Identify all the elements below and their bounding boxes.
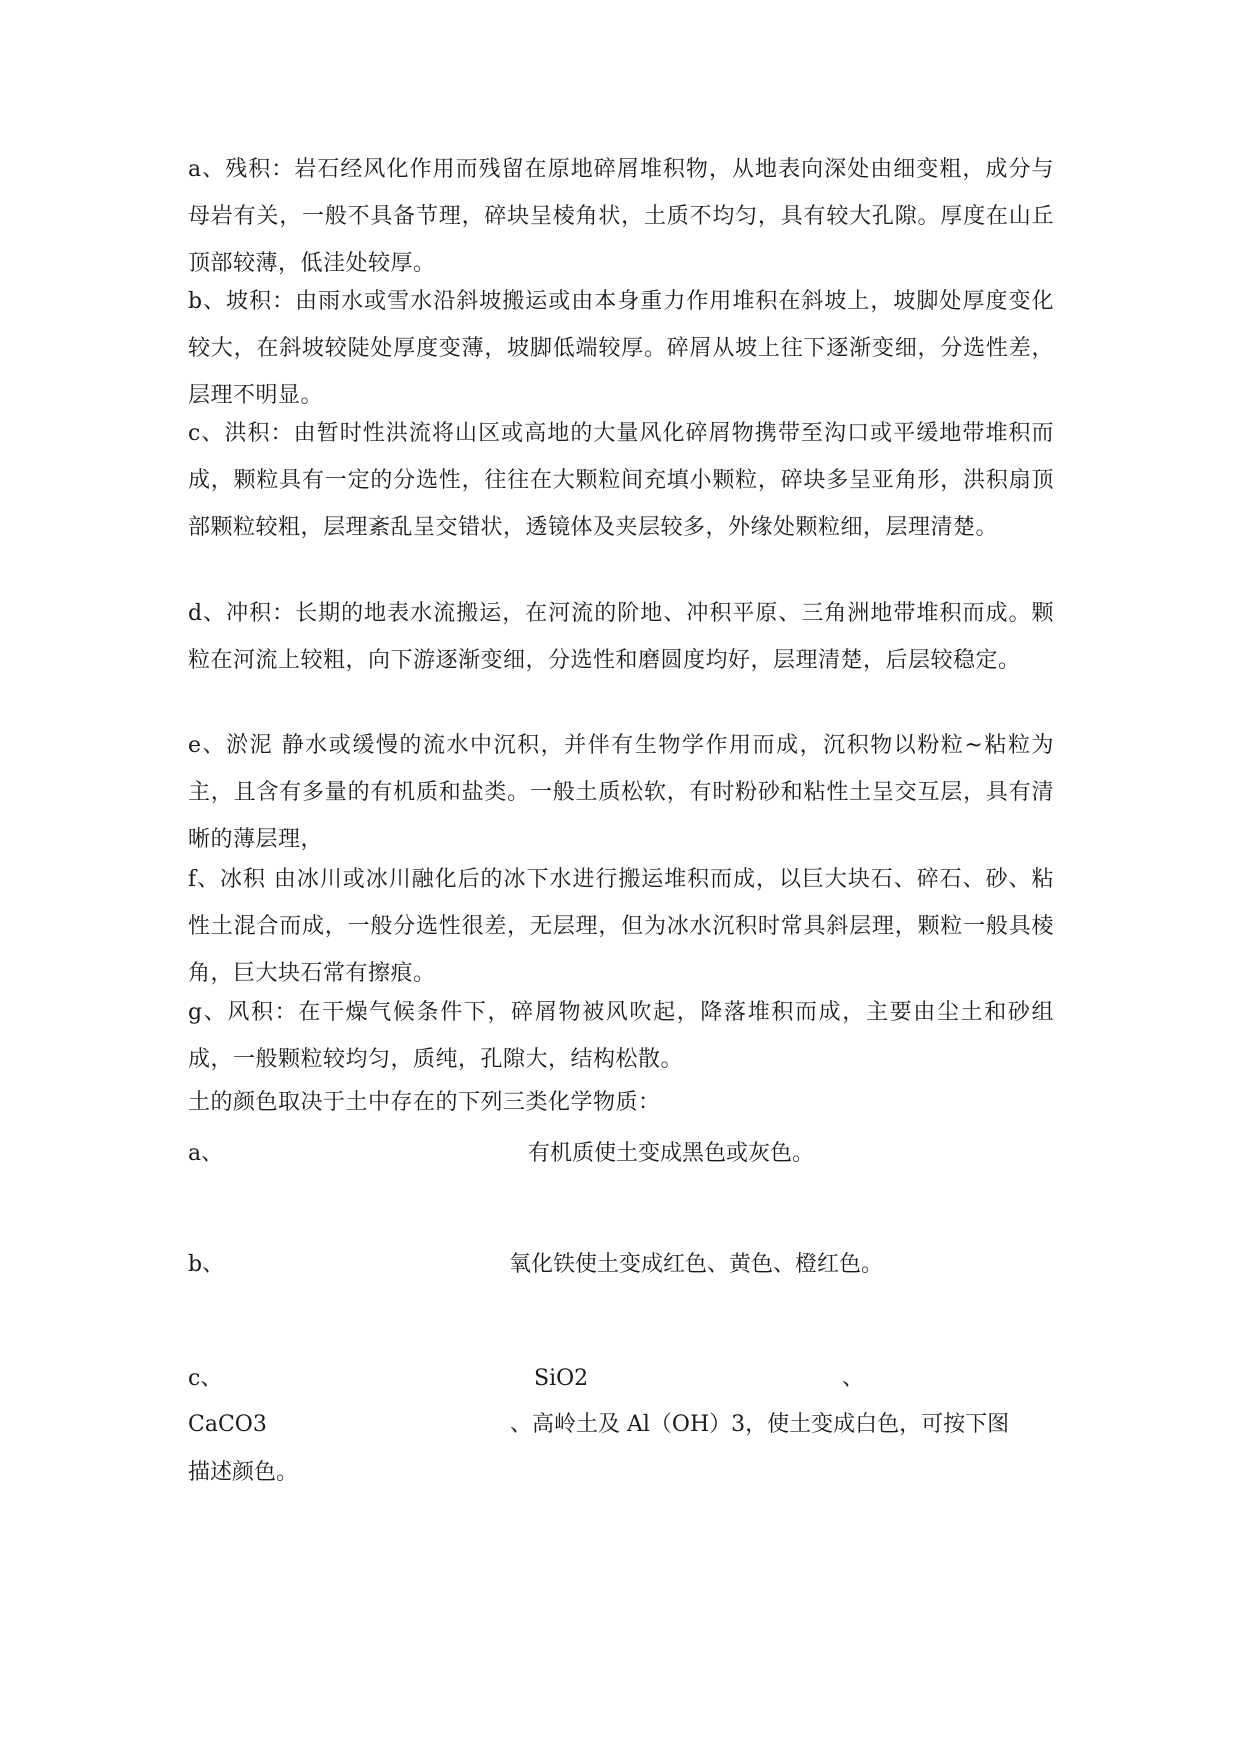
color-item-b-text: 氧化铁使土变成红色、黄色、橙红色。 — [509, 1252, 884, 1277]
paragraph-aeolian: g、风积：在干燥气候条件下，碎屑物被风吹起，降落堆积而成，主要由尘土和砂组成，一般颗粒较均匀，质纯，孔隙大，结构松散。 — [188, 1000, 1054, 1072]
paragraph-silt: e、淤泥 静水或缓慢的流水中沉积，并伴有生物学作用而成，沉积物以粉粒~粘粒为主，且含有多量的有机质和盐类。一般土质松软，有时粉砂和粘性土呈交互层，具有清晰的薄层理， — [188, 733, 1054, 852]
paragraph-residual: a、残积：岩石经风化作用而残留在原地碎屑堆积物，从地表向深处由细变粗，成分与母岩有关，一般不具备节理，碎块呈棱角状，土质不均匀，具有较大孔隙。厚度在山丘顶部较薄，低洼处较厚。 — [188, 157, 1054, 276]
paragraph-alluvial: d、冲积：长期的地表水流搬运，在河流的阶地、冲积平原、三角洲地带堆积而成。颗粒在河流上较粗，向下游逐渐变细，分选性和磨圆度均好，层理清楚，后层较稳定。 — [188, 601, 1054, 673]
color-item-c-caco3: CaCO3 — [188, 1412, 267, 1437]
color-item-c-label: c、 — [188, 1366, 223, 1391]
color-item-c-separator: 、 — [842, 1366, 865, 1391]
color-item-c-sio2: SiO2 — [534, 1366, 589, 1391]
color-item-b-label: b、 — [188, 1252, 225, 1277]
color-item-c-rest: 、高岭土及 Al（OH）3，使土变成白色，可按下图 — [510, 1412, 1010, 1437]
paragraph-slope: b、坡积：由雨水或雪水沿斜坡搬运或由本身重力作用堆积在斜坡上，坡脚处厚度变化较大，在斜坡较陡处厚度变薄，坡脚低端较厚。碎屑从坡上往下逐渐变细，分选性差，层理不明显。 — [188, 289, 1054, 408]
paragraph-flood: c、洪积：由暂时性洪流将山区或高地的大量风化碎屑物携带至沟口或平缓地带堆积而成，颗粒具有一定的分选性，往往在大颗粒间充填小颗粒，碎块多呈亚角形，洪积扇顶部颗粒较粗，层理紊乱呈交错状，透镜体及夹层较多，外缘处颗粒细，层理清楚。 — [188, 421, 1054, 540]
paragraph-color-intro: 土的颜色取决于土中存在的下列三类化学物质： — [188, 1090, 661, 1115]
color-item-a-label: a、 — [188, 1141, 224, 1166]
color-item-c-last: 描述颜色。 — [188, 1460, 299, 1485]
color-item-a-text: 有机质使土变成黑色或灰色。 — [528, 1141, 815, 1166]
paragraph-glacial: f、冰积 由冰川或冰川融化后的冰下水进行搬运堆积而成，以巨大块石、碎石、砂、粘性土混合而成，一般分选性很差，无层理，但为冰水沉积时常具斜层理，颗粒一般具棱角，巨大块石常有擦痕。 — [188, 867, 1054, 986]
